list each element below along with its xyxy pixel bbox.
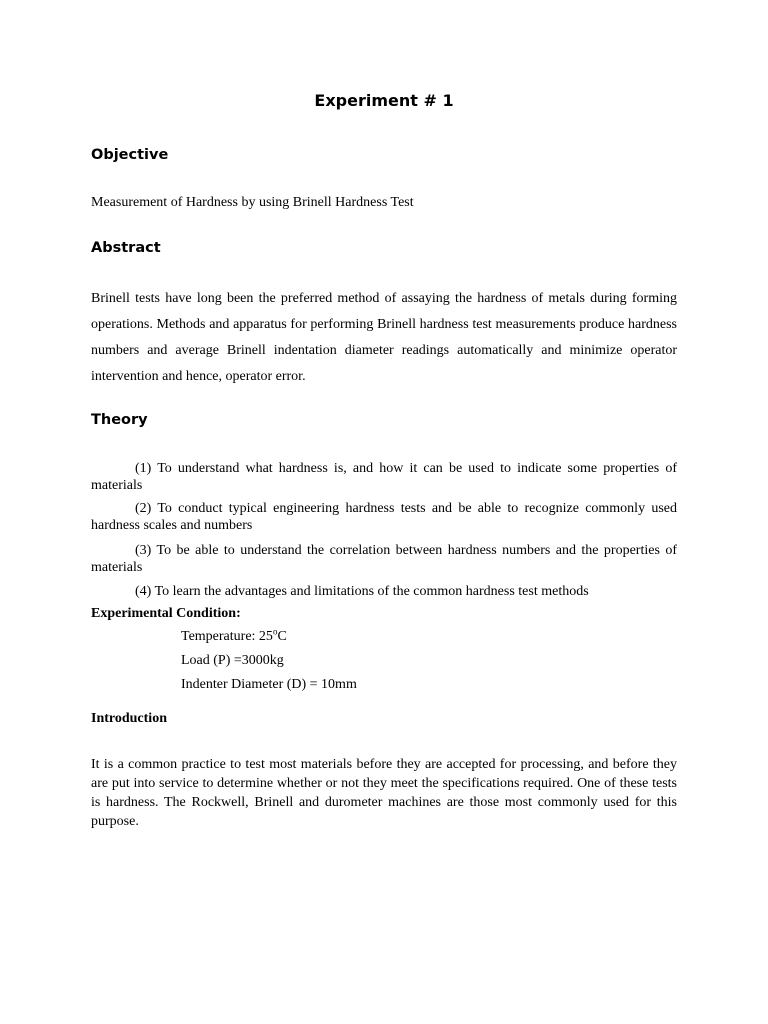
load-line: Load (P) =3000kg xyxy=(181,653,284,668)
page-title: Experiment # 1 xyxy=(314,91,454,110)
temperature-unit: C xyxy=(277,629,287,644)
abstract-text: Brinell tests have long been the preferred method of assaying the hardness of metals during forming operations. Methods and apparatus for performing Brinell hardness test measurements produce hardness numbers and average Brinell indentation diameter readings automatically and minimize operator intervention and hence, operator error. xyxy=(91,291,677,384)
indenter-line: Indenter Diameter (D) = 10mm xyxy=(181,677,357,692)
objective-heading: Objective xyxy=(91,147,169,163)
temperature-line xyxy=(181,626,287,645)
introduction-text: It is a common practice to test most materials before they are accepted for processing, and before they are put into service to determine whether or not they meet the specifications required. One of these tests is hardness. The Rockwell, Brinell and durometer machines are those most commonly used for this purpose. xyxy=(91,757,677,829)
theory-heading: Theory xyxy=(91,412,148,428)
theory-item-4: (4) To learn the advantages and limitations of the common hardness test methods xyxy=(135,584,589,599)
introduction-heading: Introduction xyxy=(91,711,167,726)
experimental-condition-heading: Experimental Condition: xyxy=(91,606,241,621)
temperature-label: Temperature: 25 xyxy=(181,629,273,644)
theory-item-3: (3) To be able to understand the correlation between hardness numbers and the properties of materials xyxy=(91,543,677,575)
abstract-heading: Abstract xyxy=(91,240,161,256)
theory-item-1: (1) To understand what hardness is, and how it can be used to indicate some properties of materials xyxy=(91,461,677,493)
objective-text: Measurement of Hardness by using Brinell Hardness Test xyxy=(91,195,414,210)
degree-superscript: o xyxy=(272,626,278,637)
theory-item-2: (2) To conduct typical engineering hardness tests and be able to recognize commonly used hardness scales and numbers xyxy=(91,501,677,533)
